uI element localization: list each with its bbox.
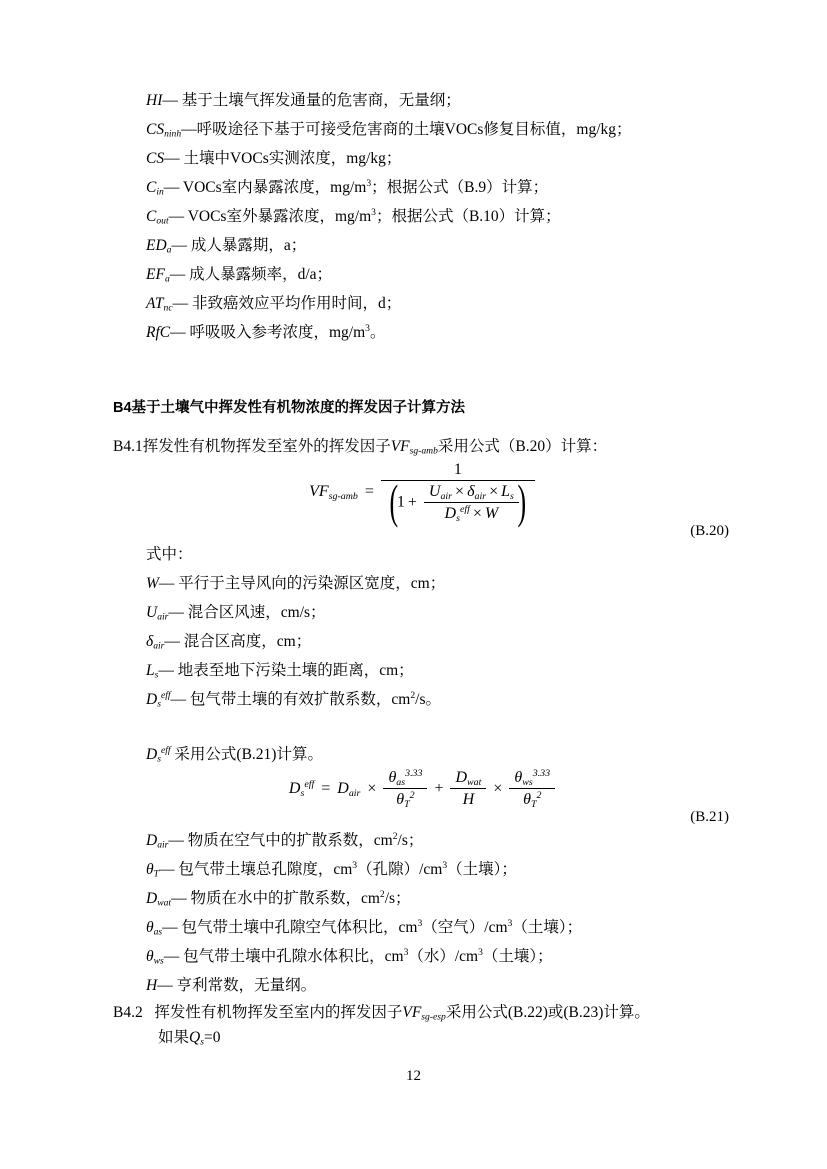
formula-b21-number: (B.21) <box>690 809 729 825</box>
definition-text-ef-a: — 成人暴露频率，d/a； <box>169 266 333 283</box>
definition-item-d-wat <box>113 884 731 913</box>
formula-b21-theta-t-1-sup: 2 <box>409 789 415 801</box>
symbol-ef: EF <box>146 266 165 283</box>
formula-b21-lhs <box>289 780 314 798</box>
formula-b21-block <box>113 769 731 809</box>
formula-b21-plus: + <box>434 779 444 797</box>
definition-item-delta-air <box>113 627 731 656</box>
formula-b20-equals: = <box>364 482 374 500</box>
symbol-ed: ED <box>146 237 167 254</box>
formula-b20-u: U <box>428 483 441 500</box>
formula-b21-theta-t-1-sub: T <box>404 798 410 810</box>
definition-text-w: — 平行于主导风向的污染源区宽度，cm； <box>158 575 446 592</box>
symbol-theta-ws-subscript: ws <box>153 955 164 967</box>
formula-b21-lhs-subscript: s <box>300 787 305 799</box>
symbol-ds-intro: D <box>146 746 158 763</box>
formula-b20-paren-group <box>386 483 530 523</box>
symbol-ds-subscript: s <box>157 698 161 710</box>
symbol-h: H <box>146 977 158 994</box>
symbol-delta-air-subscript: air <box>153 640 165 652</box>
formula-b20-lhs-symbol: VF <box>309 483 329 500</box>
paragraph-b42-line2 <box>113 1025 731 1050</box>
formula-b20-ds-sub: s <box>456 512 460 524</box>
definition-text-d-air: — 物质在空气中的扩散系数，$cm^2/s$； <box>168 831 424 849</box>
formula-b20-den-plus: + <box>407 493 417 511</box>
formula-b21-fraction-3 <box>509 769 555 809</box>
symbol-c-in-subscript: in <box>156 186 164 198</box>
symbol-qs-subscript: s <box>200 1036 204 1048</box>
definition-text-c-out: — VOCs室外暴露浓度，$mg/m^3$；根据公式（B.10）计算； <box>168 207 561 225</box>
formula-b20-delta-sub: air <box>474 490 487 502</box>
formula-b21-theta-as: θ <box>388 769 397 786</box>
definition-text-h: — 亨利常数，无量纲。 <box>157 977 317 994</box>
definition-list-b20 <box>113 569 731 714</box>
symbol-ls: L <box>146 662 155 679</box>
symbol-vf-sg-amb: VF <box>390 438 410 455</box>
formula-b20-inner-denominator <box>424 503 519 523</box>
formula-b21-d-wat: D <box>455 769 468 786</box>
symbol-ds: D <box>146 691 158 708</box>
paragraph-b41-text-after: 采用公式（B.20）计算： <box>437 438 608 455</box>
symbol-qs: Q <box>189 1029 201 1046</box>
formula-b21-times-1: × <box>367 779 377 797</box>
paragraph-b42-line2-after: =0 <box>203 1029 221 1046</box>
definition-item-at-nc <box>113 289 731 318</box>
definition-text-at-nc: — 非致癌效应平均作用时间，d； <box>172 295 402 312</box>
formula-b21-d-air-subscript: air <box>348 787 361 799</box>
definition-item-theta-as <box>113 913 731 942</box>
definition-item-c-in <box>113 173 731 202</box>
definition-text-c-in: — VOCs室内暴露浓度，$mg/m^3$；根据公式（B.9）计算； <box>163 178 549 196</box>
symbol-u-air-subscript: air <box>157 611 169 623</box>
symbol-ef-subscript: a <box>164 273 170 285</box>
formula-b21-theta-t-2-sup: 2 <box>536 789 542 801</box>
definition-text-theta-t: — 包气带土壤总孔隙度，$cm^3$（孔隙）$/cm^3$（土壤）； <box>158 860 517 878</box>
definition-item-ls <box>113 656 731 685</box>
paragraph-b21-intro <box>113 740 731 769</box>
formula-b21-theta-ws-sub: ws <box>522 776 533 788</box>
formula-b21-frac2-denominator: H <box>462 791 475 808</box>
paragraph-b41 <box>113 432 731 461</box>
paragraph-b42 <box>113 1000 731 1025</box>
symbol-w: W <box>146 575 159 592</box>
definition-list-top <box>113 86 731 347</box>
symbol-rfc: RfC <box>146 324 171 341</box>
formula-b20-times-1: × <box>455 483 465 500</box>
formula-b21-times-2: × <box>493 779 503 797</box>
definition-item-w <box>113 569 731 598</box>
formula-b21-fraction-1 <box>383 769 427 809</box>
definition-item-cs-ninh <box>113 115 731 144</box>
definition-text-theta-as: — 包气带土壤中孔隙空气体积比，$cm^3$（空气）$/cm^3$（土壤）； <box>162 918 583 936</box>
symbol-c-out: C <box>146 208 157 225</box>
definition-item-cs <box>113 144 731 173</box>
symbol-ds-intro-superscript: eff <box>160 745 171 757</box>
formula-b20-u-sub: air <box>440 490 453 502</box>
symbol-vf-sg-esp: VF <box>402 1004 422 1021</box>
formula-b21-theta-t-2: θ <box>523 791 531 808</box>
symbol-theta-as: θ <box>146 919 154 936</box>
symbol-vf-sg-amb-subscript: sg-amb <box>409 445 438 457</box>
formula-b21-frac3-denominator <box>509 789 555 809</box>
formula-b20-times-2: × <box>489 483 499 500</box>
formula-b20-main-fraction <box>381 461 535 523</box>
paragraph-b21-intro-text: 采用公式(B.21)计算。 <box>174 746 323 763</box>
symbol-d-wat-subscript: wat <box>157 897 172 909</box>
symbol-theta-t-subscript: T <box>153 868 159 880</box>
definition-item-c-out <box>113 202 731 231</box>
formula-b21-lhs-symbol: D <box>288 780 301 797</box>
definition-text-delta-air: — 混合区高度，cm； <box>164 633 312 650</box>
paragraph-b42-text-after: 采用公式(B.22)或(B.23)计算。 <box>445 1004 650 1021</box>
formula-b20-w: W <box>484 505 499 522</box>
page-content <box>113 86 731 1050</box>
definition-text-d-wat: — 物质在水中的扩散系数，$cm^2/s$； <box>171 889 411 907</box>
symbol-ls-subscript: s <box>154 669 159 681</box>
definition-item-ef-a <box>113 260 731 289</box>
symbol-d-air: D <box>146 832 158 849</box>
symbol-u-air: U <box>146 604 158 621</box>
definition-item-theta-ws <box>113 942 731 971</box>
formula-b20-block <box>113 461 731 523</box>
formula-b20-delta: δ <box>467 483 475 500</box>
formula-b20-ds: D <box>444 505 457 522</box>
definition-text-hi: — 基于土壤气挥发通量的危害商，无量纲； <box>162 92 461 109</box>
definition-text-theta-ws: — 包气带土壤中孔隙水体积比，$cm^3$（水）$/cm^3$（土壤）； <box>163 947 553 965</box>
formula-b21-theta-t-1: θ <box>396 791 405 808</box>
symbol-delta-air: δ <box>146 633 154 650</box>
definition-text-ds-eff: — 包气带土壤的有效扩散系数，$cm^2/s$。 <box>170 690 441 708</box>
paragraph-b42-prefix: B4.2 <box>113 1004 143 1021</box>
formula-b20-number: (B.20) <box>690 523 729 539</box>
where-label-b20: 式中： <box>146 546 193 563</box>
formula-b21-theta-as-sub: as <box>396 776 406 788</box>
symbol-theta-ws: θ <box>146 948 154 965</box>
symbol-c-in: C <box>146 179 157 196</box>
formula-b20-ds-sup: eff <box>459 503 470 515</box>
formula-b20 <box>309 461 535 523</box>
formula-b21 <box>289 769 555 809</box>
formula-b20-lhs <box>309 483 358 501</box>
formula-b21-theta-as-sup: 3.33 <box>405 767 423 779</box>
symbol-cs-plain: CS <box>146 150 165 167</box>
symbol-ed-subscript: a <box>166 244 172 256</box>
definition-item-ed-a <box>113 231 731 260</box>
spacer-before-b21-intro <box>113 714 731 740</box>
definition-item-rfc <box>113 318 731 347</box>
formula-b20-den-one: 1 <box>396 493 405 511</box>
formula-b20-numerator: 1 <box>381 461 535 481</box>
formula-b21-frac1-numerator <box>383 769 427 789</box>
formula-b21-d-air <box>337 780 360 798</box>
symbol-ds-superscript: eff <box>160 690 171 702</box>
definition-text-cs: — 土壤中VOCs实测浓度，mg/kg； <box>164 150 402 167</box>
formula-b20-denominator <box>381 481 535 523</box>
formula-b20-inner-numerator <box>424 483 519 503</box>
definition-item-theta-t <box>113 855 731 884</box>
definition-item-h <box>113 971 731 1000</box>
formula-b21-d-wat-sub: wat <box>467 776 482 788</box>
definition-list-b21 <box>113 826 731 1000</box>
formula-b21-lhs-superscript: eff <box>304 778 315 790</box>
definition-text-cs-ninh: —呼吸途径下基于可接受危害商的土壤VOCs修复目标值，mg/kg； <box>181 121 632 138</box>
symbol-hi: HI <box>146 92 163 109</box>
formula-b21-equals: = <box>321 779 331 797</box>
symbol-ds-intro-subscript: s <box>157 753 161 765</box>
formula-b21-theta-ws-sup: 3.33 <box>532 767 551 779</box>
definition-item-hi <box>113 86 731 115</box>
spacer-before-section <box>113 347 731 373</box>
formula-b21-frac2-numerator <box>450 769 486 789</box>
definition-text-rfc: — 呼吸吸入参考浓度，$mg/m^3$。 <box>170 323 386 341</box>
definition-text-ls: — 地表至地下污染土壤的距离，cm； <box>158 662 414 679</box>
symbol-theta-t: θ <box>146 861 154 878</box>
symbol-cs: CS <box>146 121 165 138</box>
definition-text-ed-a: — 成人暴露期，a； <box>171 237 307 254</box>
symbol-cs-subscript: ninh <box>164 128 182 140</box>
formula-b21-theta-ws: θ <box>514 769 523 786</box>
page-number: 12 <box>406 1068 421 1084</box>
symbol-d-wat: D <box>146 890 158 907</box>
formula-b20-times-3: × <box>472 505 482 522</box>
symbol-c-out-subscript: out <box>156 215 169 227</box>
symbol-at: AT <box>146 295 164 312</box>
formula-b20-lhs-subscript: sg-amb <box>328 490 358 502</box>
symbol-d-air-subscript: air <box>157 839 169 851</box>
definition-text-u-air: — 混合区风速，cm/s； <box>168 604 326 621</box>
definition-item-d-air <box>113 826 731 855</box>
formula-b21-frac3-numerator <box>509 769 555 789</box>
symbol-vf-sg-esp-subscript: sg-esp <box>421 1011 446 1023</box>
formula-b21-d-air-symbol: D <box>337 780 349 797</box>
section-heading-b4: B4基于土壤气中挥发性有机物浓度的挥发因子计算方法 <box>113 400 466 416</box>
formula-b20-ls-sub: s <box>510 490 514 502</box>
paragraph-b42-line2-before: 如果 <box>158 1029 190 1046</box>
definition-item-u-air <box>113 598 731 627</box>
formula-b21-theta-t-2-sub: T <box>530 798 537 810</box>
paragraph-b42-text-before: 挥发性有机物挥发至室内的挥发因子 <box>154 1004 403 1021</box>
definition-item-ds-eff <box>113 685 731 714</box>
formula-b20-ls: L <box>501 483 510 500</box>
symbol-theta-as-subscript: as <box>153 926 163 938</box>
formula-b20-inner-fraction <box>424 483 519 523</box>
formula-b21-fraction-2 <box>450 769 486 809</box>
paragraph-b41-text-before: B4.1挥发性有机物挥发至室外的挥发因子 <box>113 438 391 455</box>
formula-b21-frac1-denominator <box>383 789 427 809</box>
symbol-at-subscript: nc <box>163 302 173 314</box>
